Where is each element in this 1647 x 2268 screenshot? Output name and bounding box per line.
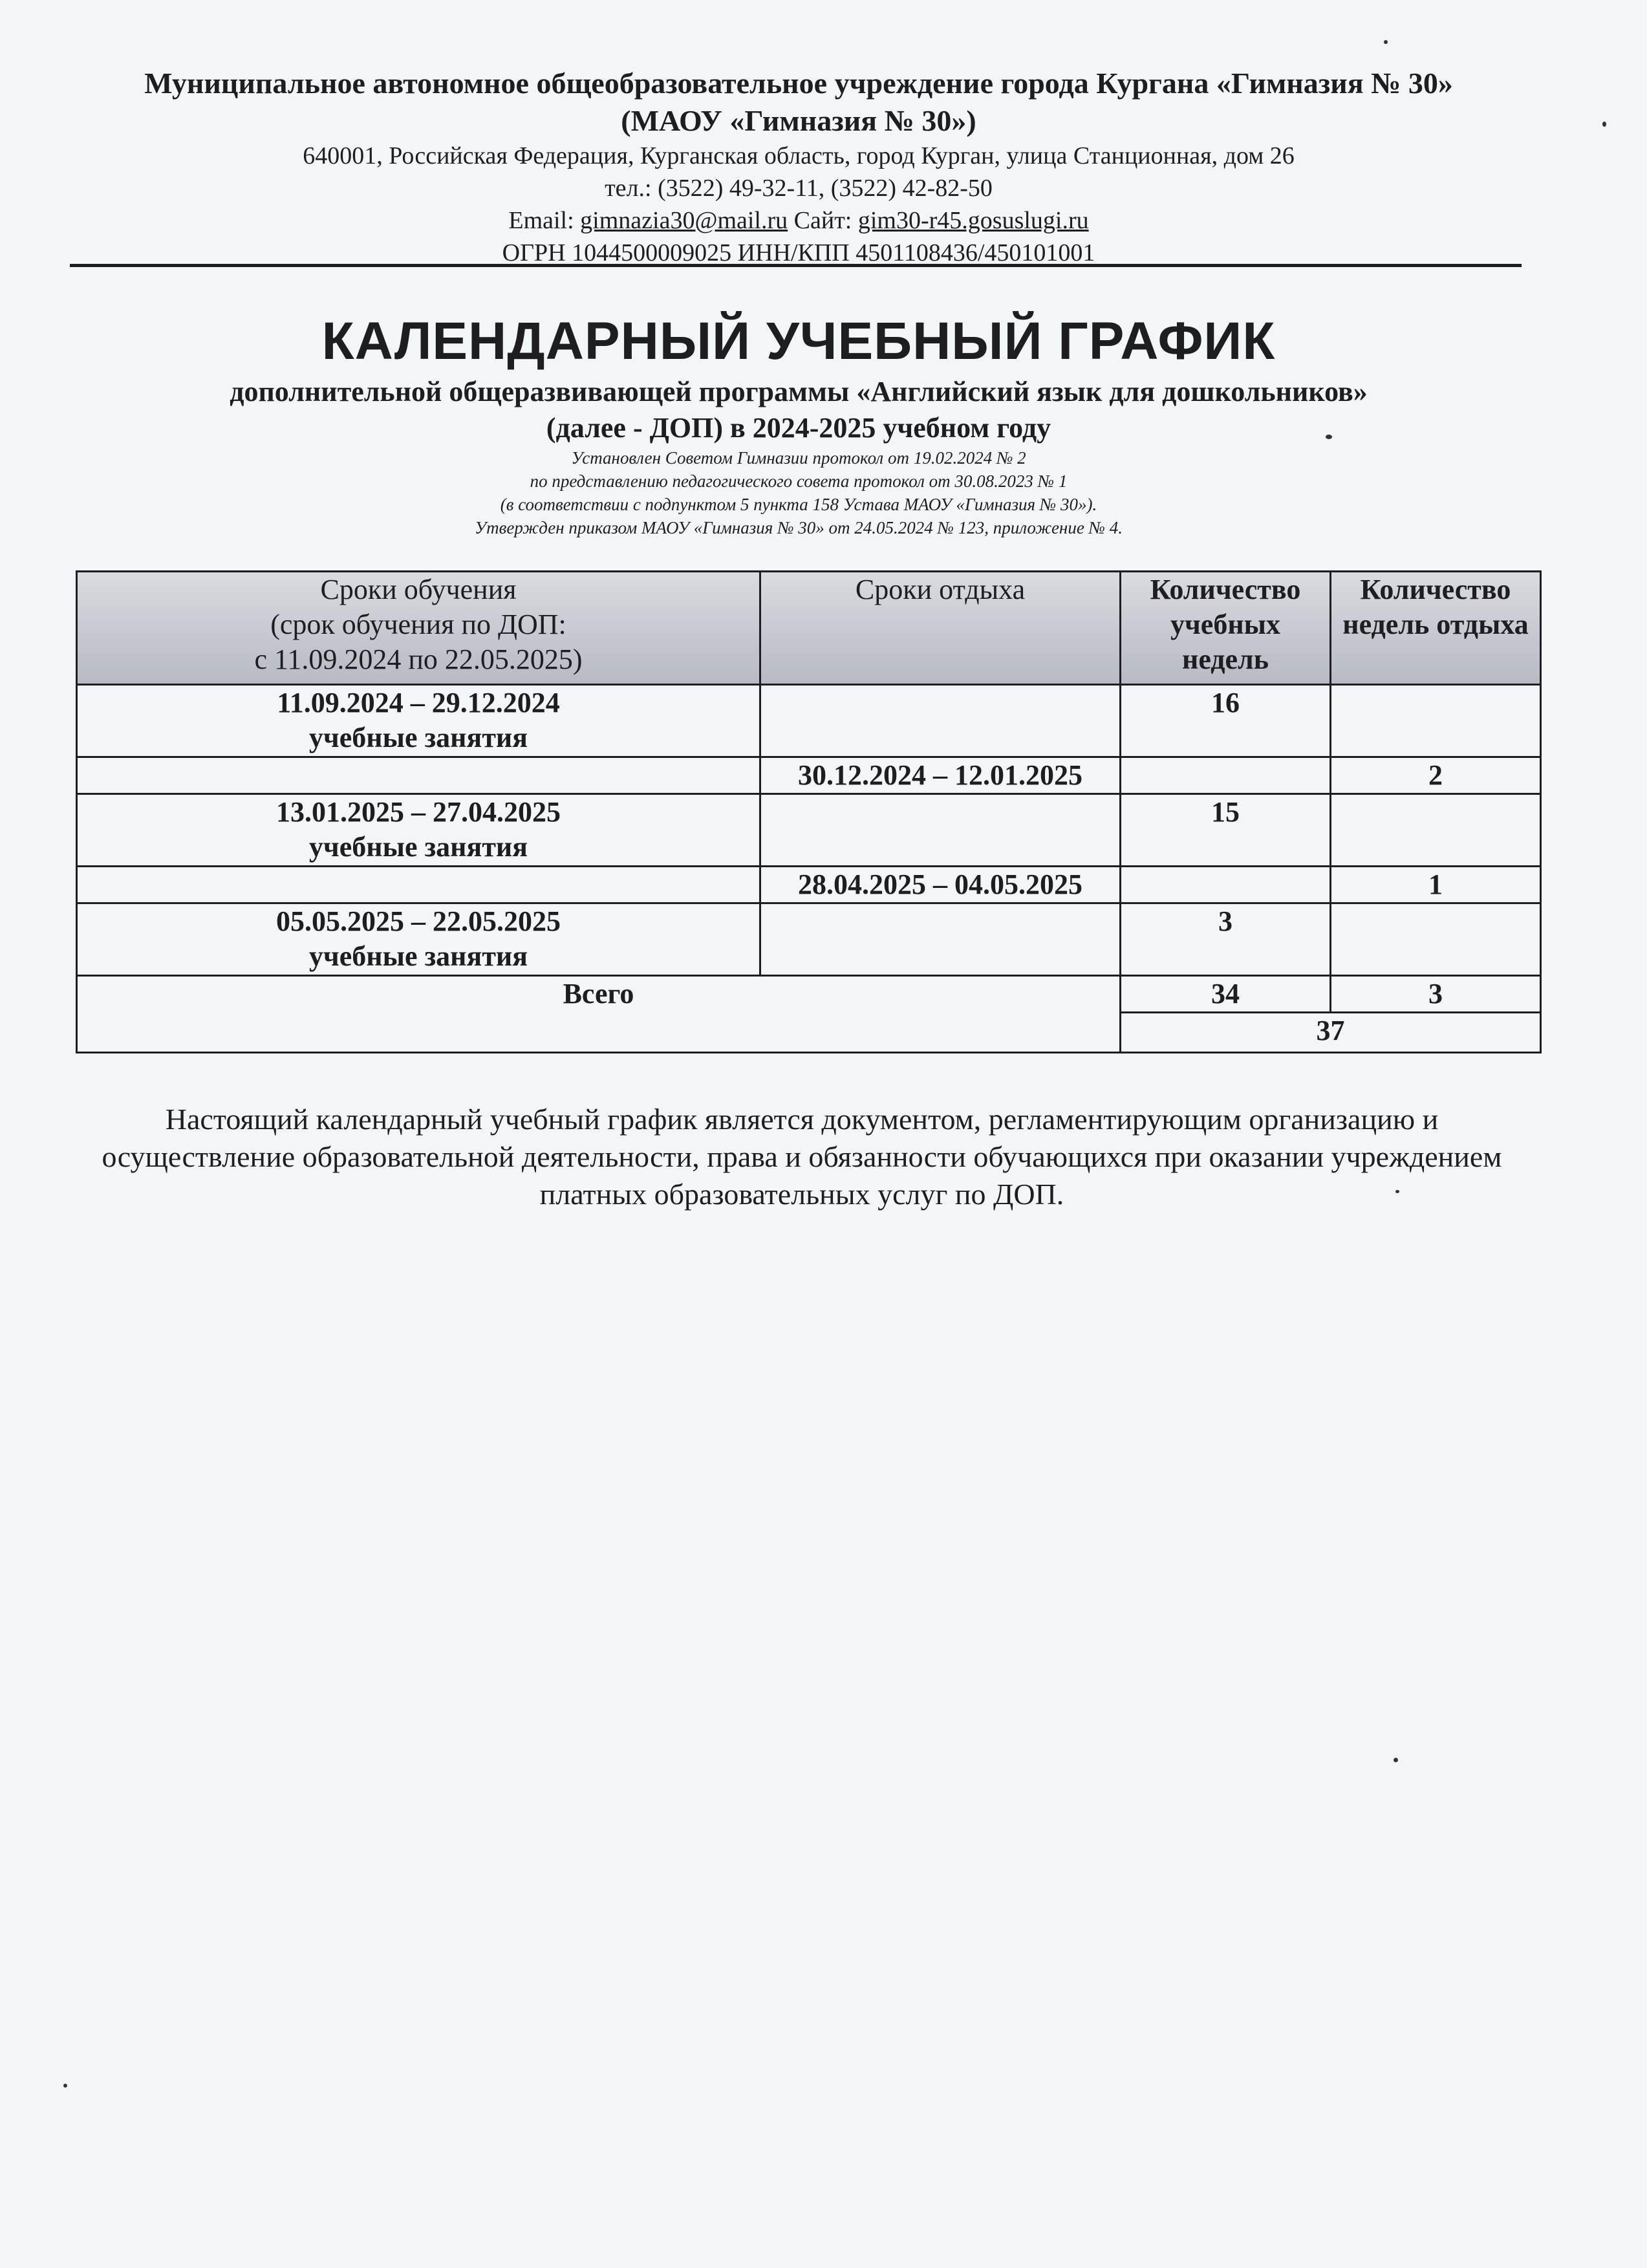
scan-speck <box>1326 435 1332 439</box>
rest-dates-cell: 30.12.2024 – 12.01.2025 <box>760 757 1121 794</box>
total-label: Всего <box>77 976 1121 1053</box>
letterhead <box>71 65 1526 269</box>
site-label: Сайт: <box>793 207 852 234</box>
total-study-weeks: 34 <box>1121 976 1331 1013</box>
email-link[interactable]: gimnazia30@mail.ru <box>580 207 788 234</box>
study-note: учебные занятия <box>308 940 528 972</box>
header-study-weeks: Количество учебных недель <box>1121 572 1331 685</box>
study-weeks-cell: 3 <box>1121 903 1331 976</box>
document-subtitle-line-1: дополнительной общеразвивающей программы «Английский язык для дошкольников» <box>230 376 1368 407</box>
rest-weeks-cell: 1 <box>1331 867 1541 903</box>
header-study-period-title: Сроки обучения <box>320 574 517 605</box>
grand-total-weeks: 37 <box>1121 1013 1541 1053</box>
site-link[interactable]: gim30-r45.gosuslugi.ru <box>857 207 1089 234</box>
header-rest-period: Сроки отдыха <box>760 572 1121 685</box>
total-rest-weeks: 3 <box>1331 976 1541 1013</box>
document-title: КАЛЕНДАРНЫЙ УЧЕБНЫЙ ГРАФИК <box>321 312 1276 371</box>
study-dates-cell <box>77 757 760 794</box>
header-divider <box>70 264 1522 267</box>
rest-dates-cell <box>760 903 1121 976</box>
table-row <box>77 794 1541 867</box>
table-row <box>77 685 1541 757</box>
table-header-row <box>77 572 1541 685</box>
table-row <box>77 757 1541 794</box>
approval-note-4: Утвержден приказом МАОУ «Гимназия № 30» от 24.05.2024 № 123, приложение № 4. <box>474 518 1123 537</box>
scan-speck <box>1394 1758 1398 1762</box>
rest-dates-cell <box>760 794 1121 867</box>
scan-speck <box>1395 1190 1399 1193</box>
study-dates-cell <box>77 903 760 976</box>
rest-dates-cell: 28.04.2025 – 04.05.2025 <box>760 867 1121 903</box>
document-statement: Настоящий календарный учебный график является документом, регламентирующим организацию и осуществление образовательной деятельности, права и обязанности обучающихся при оказании учреждением платных образовательных услуг по ДОП. <box>102 1103 1502 1211</box>
organization-name: Муниципальное автономное общеобразовательное учреждение города Кургана «Гимназия № 30» <box>144 67 1453 100</box>
study-dates-cell <box>77 794 760 867</box>
study-note: учебные занятия <box>308 722 528 753</box>
study-dates: 13.01.2025 – 27.04.2025 <box>276 796 561 828</box>
study-weeks-cell <box>1121 867 1331 903</box>
rest-weeks-cell: 2 <box>1331 757 1541 794</box>
table-row <box>77 867 1541 903</box>
header-study-period-sub-1: (срок обучения по ДОП: <box>270 609 566 640</box>
rest-weeks-cell <box>1331 685 1541 757</box>
header-rest-weeks: Количество недель отдыха <box>1331 572 1541 685</box>
study-note: учебные занятия <box>308 831 528 863</box>
table-row <box>77 903 1541 976</box>
contact-links <box>71 204 1526 237</box>
study-weeks-cell: 15 <box>1121 794 1331 867</box>
organization-address: 640001, Российская Федерация, Курганская область, город Курган, улица Станционная, дом 26 <box>303 142 1295 169</box>
study-dates-cell <box>77 685 760 757</box>
organization-phones: тел.: (3522) 49-32-11, (3522) 42-82-50 <box>605 175 993 202</box>
registry-numbers: ОГРН 1044500009025 ИНН/КПП 4501108436/450101001 <box>502 239 1095 266</box>
study-dates-cell <box>77 867 760 903</box>
document-title-block <box>71 309 1526 539</box>
scan-speck <box>1384 40 1388 44</box>
organization-short-name: (МАОУ «Гимназия № 30») <box>621 104 976 137</box>
scan-speck <box>63 2084 67 2088</box>
study-weeks-cell <box>1121 757 1331 794</box>
approval-note-3: (в соответствии с подпунктом 5 пункта 158 Устава МАОУ «Гимназия № 30»). <box>500 495 1097 514</box>
rest-weeks-cell <box>1331 903 1541 976</box>
total-row <box>77 976 1541 1013</box>
header-study-period <box>77 572 760 685</box>
schedule-table <box>76 570 1542 1053</box>
rest-weeks-cell <box>1331 794 1541 867</box>
rest-dates-cell <box>760 685 1121 757</box>
scan-speck <box>1602 122 1606 127</box>
approval-note-2: по представлению педагогического совета протокол от 30.08.2023 № 1 <box>530 471 1068 491</box>
document-subtitle-line-2: (далее - ДОП) в 2024-2025 учебном году <box>546 412 1051 444</box>
study-dates: 05.05.2025 – 22.05.2025 <box>276 905 561 937</box>
header-study-period-sub-2: с 11.09.2024 по 22.05.2025) <box>254 643 583 675</box>
study-weeks-cell: 16 <box>1121 685 1331 757</box>
study-dates: 11.09.2024 – 29.12.2024 <box>277 687 560 718</box>
email-label: Email: <box>508 207 574 234</box>
approval-note-1: Установлен Советом Гимназии протокол от 19.02.2024 № 2 <box>571 448 1026 468</box>
